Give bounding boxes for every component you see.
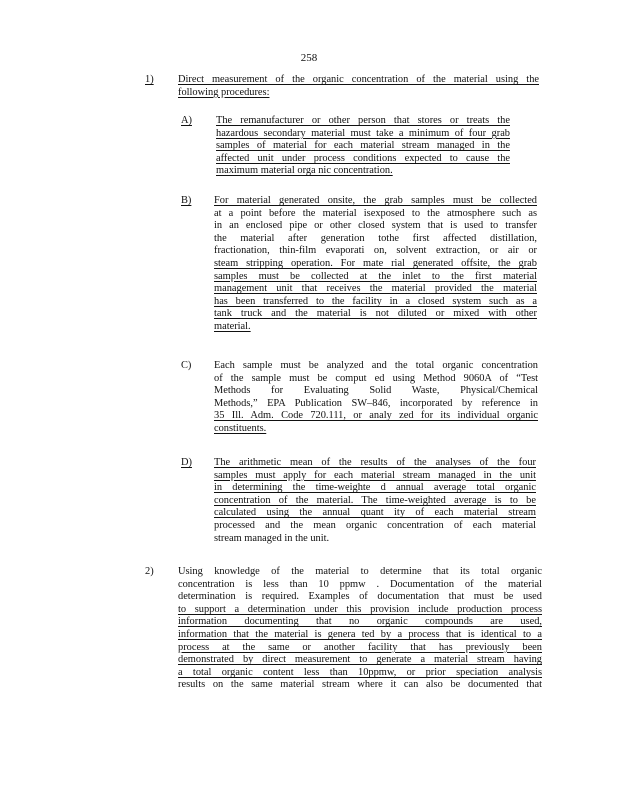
- item-marker: A): [181, 115, 192, 126]
- text-line: in determining the time-weighte d annual average total organic: [214, 482, 536, 494]
- text-line: affected unit under process conditions expected to cause the: [216, 152, 510, 164]
- text-line: material.: [214, 320, 251, 332]
- text-line: following procedures:: [178, 86, 270, 98]
- text-line: Using knowledge of the material to determine that its total organic: [178, 566, 542, 577]
- text-line: Methods,” EPA Publication SW–846, incorporated by reference in: [214, 397, 538, 409]
- text-line: steam stripping operation. For mate rial generated offsite, the grab: [214, 257, 537, 269]
- text-line: 35 Ill. Adm. Code 720.111, or analy zed for its individual organic: [214, 410, 538, 422]
- text-line: samples must apply for each material stream managed in the unit: [214, 469, 536, 481]
- text-line: constituents.: [214, 422, 267, 434]
- item-marker: B): [181, 195, 192, 206]
- text-line: The remanufacturer or other person that stores or treats the: [216, 115, 510, 126]
- text-line: samples of material for each material stream managed in the: [216, 140, 510, 152]
- text-line: calculated using the annual quant ity of each material stream: [214, 507, 536, 519]
- item-marker: C): [181, 360, 192, 371]
- text-line: hazardous secondary material must take a minimum of four grab: [216, 127, 510, 139]
- page-number: 258: [300, 52, 318, 64]
- text-line: samples must be collected at the inlet to the first material: [214, 270, 537, 282]
- text-line: Each sample must be analyzed and the total organic concentration: [214, 360, 538, 371]
- text-line: of the sample must be comput ed using Method 9060A of “Test: [214, 372, 538, 384]
- text-line: Direct measurement of the organic concentration of the material using the: [178, 74, 539, 85]
- text-line: The arithmetic mean of the results of the analyses of the four: [214, 457, 536, 468]
- text-line: maximum material orga nic concentration.: [216, 165, 393, 177]
- text-line: concentration is less than 10 ppmw . Documentation of the material: [178, 578, 542, 590]
- text-line: fractionation, thin-film evaporati on, solvent extraction, or air or: [214, 245, 537, 257]
- text-line: process at the same or another facility that has previously been: [178, 641, 542, 653]
- text-line: processed and the mean organic concentration of each material: [214, 519, 536, 531]
- text-line: in an enclosed pipe or other closed system that is used to transfer: [214, 220, 537, 232]
- text-line: tank truck and the material is not diluted or mixed with other: [214, 308, 537, 320]
- text-line: For material generated onsite, the grab samples must be collected: [214, 195, 537, 206]
- text-line: results on the same material stream where it can also be documented that: [178, 679, 542, 691]
- text-line: the material after generation tothe first affected distillation,: [214, 232, 537, 244]
- text-line: has been transferred to the facility in a closed system such as a: [214, 295, 537, 307]
- text-line: to support a determination under this provision include production process: [178, 603, 542, 615]
- item-marker: 2): [145, 566, 154, 577]
- item-marker: 1): [145, 74, 154, 85]
- text-line: Methods for Evaluating Solid Waste, Physical/Chemical: [214, 385, 538, 397]
- text-line: information documenting that no organic compounds are used,: [178, 616, 542, 628]
- item-marker: D): [181, 457, 192, 468]
- text-line: a total organic content less than 10ppmw, or prior speciation analysis: [178, 666, 542, 678]
- text-line: concentration of the material. The time-weighted average is to be: [214, 494, 536, 506]
- text-line: determination is required. Examples of documentation that must be used: [178, 591, 542, 603]
- text-line: stream managed in the unit.: [214, 532, 330, 544]
- text-line: at a point before the material isexposed to the atmosphere such as: [214, 207, 537, 219]
- text-line: demonstrated by direct measurement to generate a material stream having: [178, 654, 542, 666]
- text-line: information that the material is genera ted by a process that is identical to a: [178, 628, 542, 640]
- text-line: management unit that receives the material provided the material: [214, 283, 537, 295]
